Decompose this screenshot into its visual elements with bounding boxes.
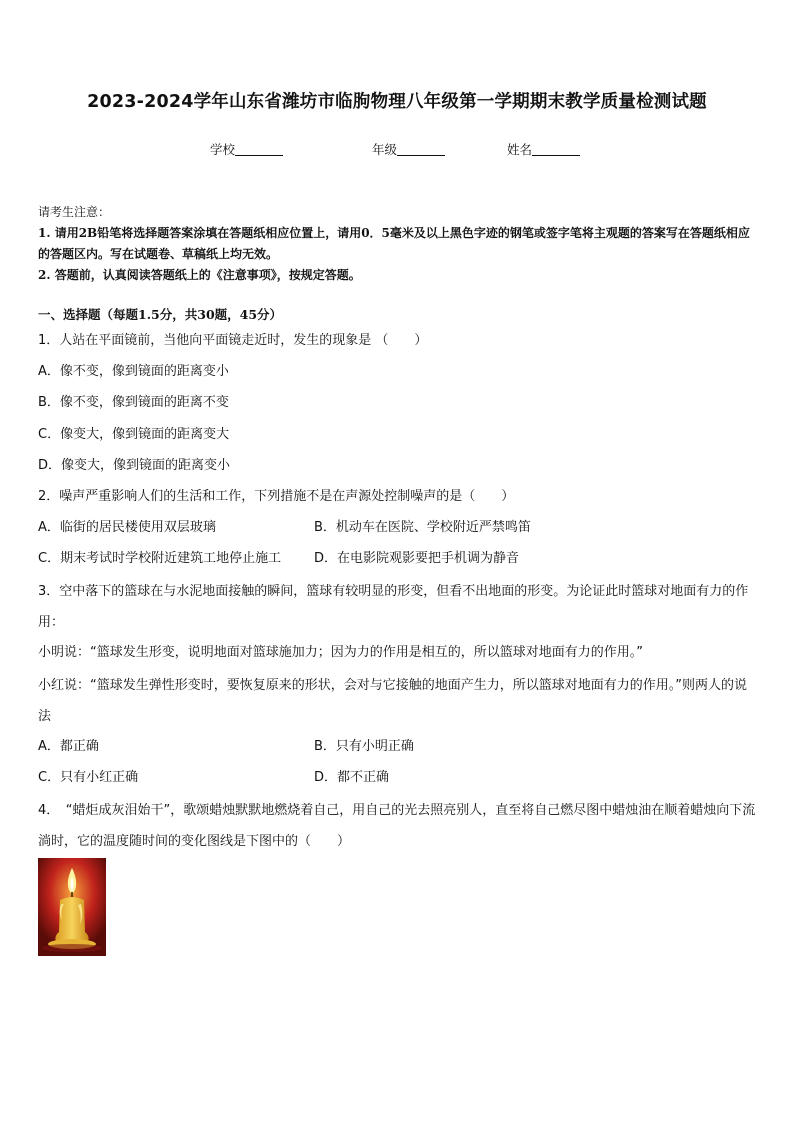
notice-item-1: 1. 请用2B铅笔将选择题答案涂填在答题纸相应位置上，请用0．5毫米及以上黑色字迹的钢笔或签字笔将主观题的答案写在答题纸相应的答题区内。写在试题卷、草稿纸上均无效。 — [38, 226, 750, 261]
candle-shadow — [42, 944, 102, 952]
notice-heading: 请考生注意： — [38, 205, 111, 219]
grade-blank[interactable] — [397, 142, 445, 156]
grade-label: 年级 — [372, 142, 398, 157]
notice-item-2: 2. 答题前，认真阅读答题纸上的《注意事项》，按规定答题。 — [38, 268, 361, 282]
question-2-stem: 2．噪声严重影响人们的生活和工作，下列措施不是在声源处控制噪声的是（ ） — [38, 489, 515, 504]
question-1-option-b: B．像不变，像到镜面的距离不变 — [38, 395, 229, 410]
question-1-option-a: A．像不变，像到镜面的距离变小 — [38, 364, 229, 379]
name-label: 姓名 — [507, 142, 533, 157]
student-info-row — [0, 140, 794, 160]
question-3-option-d: D．都不正确 — [314, 770, 390, 785]
question-3-option-c: C．只有小红正确 — [38, 770, 139, 785]
candle-illustration — [38, 858, 106, 956]
section-heading: 一、选择题（每题1.5分，共30题，45分） — [38, 307, 283, 322]
question-3-xiaohong: 小红说：“篮球发生弹性形变时，要恢复原来的形状，会对与它接触的地面产生力，所以篮球对地面有力的作用。”则两人的说法 — [38, 678, 747, 724]
question-3-option-b: B．只有小明正确 — [314, 739, 414, 754]
question-1-option-c: C．像变大，像到镜面的距离变大 — [38, 427, 230, 442]
name-blank[interactable] — [532, 142, 580, 156]
exam-notice — [38, 202, 760, 286]
page-title: 2023-2024学年山东省潍坊市临朐物理八年级第一学期期末教学质量检测试题 — [87, 92, 707, 112]
grade-field — [372, 140, 445, 158]
school-field — [210, 140, 283, 158]
candle-body — [55, 897, 88, 942]
question-4-stem: 4． “蜡炬成灰泪始干”，歌颂蜡烛默默地燃烧着自己，用自己的光去照亮别人，直至将自己燃尽图中蜡烛油在顺着蜡烛向下流淌时，它的温度随时间的变化图线是下图中的（ ） — [38, 803, 756, 849]
question-1-stem: 1．人站在平面镜前，当他向平面镜走近时，发生的现象是 （ ） — [38, 333, 428, 348]
name-field — [507, 140, 580, 158]
question-3-stem: 3．空中落下的篮球在与水泥地面接触的瞬间，篮球有较明显的形变，但看不出地面的形变。为论证此时篮球对地面有力的作用： — [38, 584, 749, 630]
school-label: 学校 — [210, 142, 236, 157]
question-2-option-c: C．期末考试时学校附近建筑工地停止施工 — [38, 551, 282, 566]
question-3-option-a: A．都正确 — [38, 739, 99, 754]
question-2-option-b: B．机动车在医院、学校附近严禁鸣笛 — [314, 520, 531, 535]
question-3-xiaoming: 小明说：“篮球发生形变，说明地面对篮球施加力；因为力的作用是相互的，所以篮球对地面有力的作用。” — [38, 645, 643, 660]
question-2-option-d: D．在电影院观影要把手机调为静音 — [314, 551, 520, 566]
question-2-option-a: A．临街的居民楼使用双层玻璃 — [38, 520, 216, 535]
question-1-option-d: D．像变大，像到镜面的距离变小 — [38, 458, 231, 473]
school-blank[interactable] — [235, 142, 283, 156]
